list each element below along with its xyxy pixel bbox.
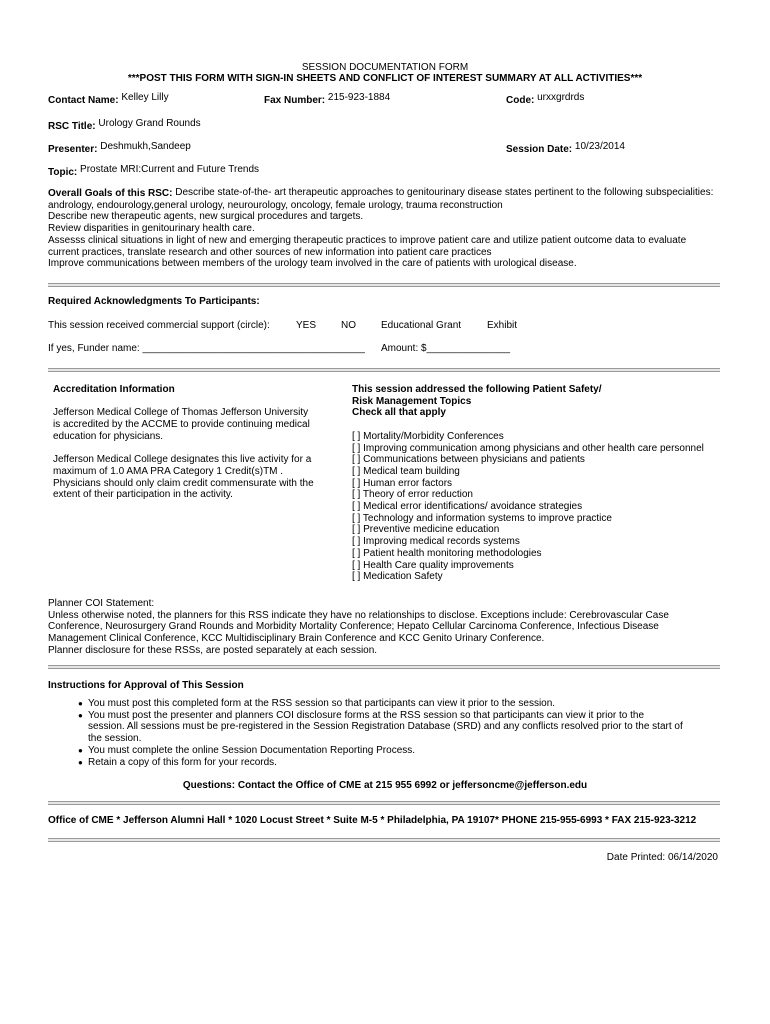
instructions-heading: Instructions for Approval of This Session <box>48 680 244 691</box>
instruction-text: ● You must post the presenter and planners COI disclosure forms at the RSS session so that participants can view it prior to the <box>88 709 645 721</box>
contact-name-label: Contact Name: <box>48 95 119 106</box>
goals-line: Review disparities in genitourinary health care. <box>48 223 255 235</box>
goals-line: Describe new therapeutic agents, new surgical procedures and targets. <box>48 211 364 223</box>
office-address: Office of CME * Jefferson Alumni Hall * 1020 Locust Street * Suite M-5 * Philadelphia, PA 19107* PHONE 215-955-6993 * FAX 215-923-3212 <box>48 815 697 826</box>
session-date-label: Session Date: <box>506 144 573 155</box>
checklist-item[interactable]: [ ] Communications between physicians and patients <box>352 454 585 466</box>
overall-goals <box>48 188 724 270</box>
accreditation-text: Jefferson Medical College designates this live activity for a <box>53 454 312 466</box>
accreditation-text: education for physicians. <box>53 430 164 442</box>
accreditation-heading: Accreditation Information <box>53 384 175 395</box>
rsc-title-value: Urology Grand Rounds <box>98 118 201 129</box>
checklist-item[interactable]: [ ] Medication Safety <box>352 571 443 583</box>
goals-line: Assesss clinical situations in light of new and emerging therapeutic practices to improve patient care and utilize patient outcome data to evaluate <box>48 234 687 246</box>
instructions-list <box>48 698 728 768</box>
instruction-item <box>88 698 728 710</box>
fax-number-label: Fax Number: <box>264 95 326 106</box>
divider <box>48 283 720 287</box>
instruction-text: the session. <box>88 733 142 745</box>
planner-coi-line: Planner disclosure for these RSSs, are posted separately at each session. <box>48 644 378 656</box>
planner-coi-statement <box>48 598 724 657</box>
commercial-support-text: This session received commercial support (circle): <box>48 320 270 331</box>
presenter-value: Deshmukh,Sandeep <box>100 141 191 152</box>
accreditation-text: Physicians should only claim credit commensurate with the <box>53 477 314 489</box>
instruction-text: ● You must post this completed form at the RSS session so that participants can view it prior to the session. <box>88 698 556 709</box>
goals-line: current practices, translate research and other sources of new information into patient care practices <box>48 246 492 258</box>
code-field <box>506 92 585 106</box>
instruction-text: ● You must complete the online Session Documentation Reporting Process. <box>88 744 416 756</box>
divider <box>48 838 720 842</box>
checklist-item[interactable]: [ ] Patient health monitoring methodologies <box>352 547 542 559</box>
contact-name-field <box>48 92 169 106</box>
code-label: Code: <box>506 95 535 106</box>
accreditation-info <box>53 384 333 501</box>
instruction-item <box>88 757 728 769</box>
planner-coi-line: Planner COI Statement: <box>48 598 155 609</box>
topic-value: Prostate MRI:Current and Future Trends <box>80 164 260 175</box>
goals-line: Improve communications between members of the urology team involved in the care of patients with urological disease. <box>48 258 577 270</box>
goals-first-line: Describe state-of-the- art therapeutic approaches to genitourinary disease states pertinent to the following subspecialities: <box>175 187 714 198</box>
option-no: NO <box>341 320 356 331</box>
form-title: SESSION DOCUMENTATION FORM <box>301 62 469 73</box>
questions-contact: Questions: Contact the Office of CME at 215 955 6992 or jeffersoncme@jefferson.edu <box>182 780 588 791</box>
amount-field: Amount: $_______________ <box>381 343 511 354</box>
accreditation-text: Jefferson Medical College of Thomas Jefferson University <box>53 407 309 419</box>
session-date-field <box>506 141 625 155</box>
presenter-field <box>48 141 191 155</box>
session-date-value: 10/23/2014 <box>574 141 625 152</box>
funder-name-field: If yes, Funder name: ________________________________________ <box>48 343 365 354</box>
checklist-item[interactable]: [ ] Theory of error reduction <box>352 489 473 501</box>
accreditation-text: extent of their participation in the activity. <box>53 489 233 501</box>
patient-safety-heading: Check all that apply <box>352 407 446 419</box>
checklist-item[interactable]: [ ] Mortality/Morbidity Conferences <box>352 430 504 442</box>
option-exhibit: Exhibit <box>487 320 518 331</box>
option-educational-grant: Educational Grant <box>381 320 462 331</box>
rsc-title-field <box>48 118 201 132</box>
accreditation-text: maximum of 1.0 AMA PRA Category 1 Credit(s)TM . <box>53 465 284 477</box>
planner-coi-line: Conference, Neurosurgery Grand Rounds and Morbidity Mortality Conference; Hepato Cellular Carcinoma Conference, Infectious Disease <box>48 621 659 633</box>
form-subtitle: ***POST THIS FORM WITH SIGN-IN SHEETS AND CONFLICT OF INTEREST SUMMARY AT ALL ACTIVITIES*** <box>127 73 643 84</box>
rsc-title-label: RSC Title: <box>48 121 96 132</box>
divider <box>48 368 720 372</box>
checklist-item[interactable]: [ ] Improving medical records systems <box>352 536 520 548</box>
checklist-item[interactable]: [ ] Medical team building <box>352 465 460 477</box>
goals-line: andrology, endourology,general urology, neurourology, oncology, female urology, trauma reconstruction <box>48 199 503 211</box>
acknowledgments-heading: Required Acknowledgments To Participants: <box>48 296 260 307</box>
option-yes: YES <box>296 320 317 331</box>
checklist-item[interactable]: [ ] Preventive medicine education <box>352 524 500 536</box>
fax-number-value: 215-923-1884 <box>327 92 391 103</box>
contact-name-value: Kelley Lilly <box>121 92 169 103</box>
date-printed: Date Printed: 06/14/2020 <box>606 852 718 863</box>
patient-safety-section <box>352 384 722 583</box>
goals-label: Overall Goals of this RSC: <box>48 188 173 199</box>
planner-coi-line: Unless otherwise noted, the planners for this RSS indicate they have no relationships to disclose. Exceptions include: Cerebrovascular Case <box>48 609 669 621</box>
divider <box>48 665 720 669</box>
checklist-item[interactable]: [ ] Improving communication among physicians and other health care personnel <box>352 442 704 454</box>
instruction-item <box>88 710 728 745</box>
divider <box>48 801 720 805</box>
instruction-text: ● Retain a copy of this form for your records. <box>88 756 277 768</box>
presenter-label: Presenter: <box>48 144 98 155</box>
accreditation-text: is accredited by the ACCME to provide continuing medical <box>53 419 310 431</box>
code-value: urxxgrdrds <box>537 92 585 103</box>
instruction-text: session. All sessions must be pre-registered in the Session Registration Database (SRD) and any conflicts resolved prior to the start of <box>88 721 683 733</box>
topic-field <box>48 164 260 178</box>
instruction-item <box>88 745 728 757</box>
topic-label: Topic: <box>48 167 78 178</box>
fax-number-field <box>264 92 391 106</box>
checklist-item[interactable]: [ ] Human error factors <box>352 477 453 489</box>
checklist-item[interactable]: [ ] Health Care quality improvements <box>352 559 514 571</box>
checklist-item[interactable]: [ ] Technology and information systems to improve practice <box>352 512 612 524</box>
checklist-item[interactable]: [ ] Medical error identifications/ avoidance strategies <box>352 501 583 513</box>
planner-coi-line: Management Clinical Conference, KCC Multidisciplinary Brain Conference and KCC Genito Urinary Conference. <box>48 633 545 645</box>
patient-safety-heading: This session addressed the following Patient Safety/ <box>352 384 602 395</box>
patient-safety-heading: Risk Management Topics <box>352 395 472 407</box>
